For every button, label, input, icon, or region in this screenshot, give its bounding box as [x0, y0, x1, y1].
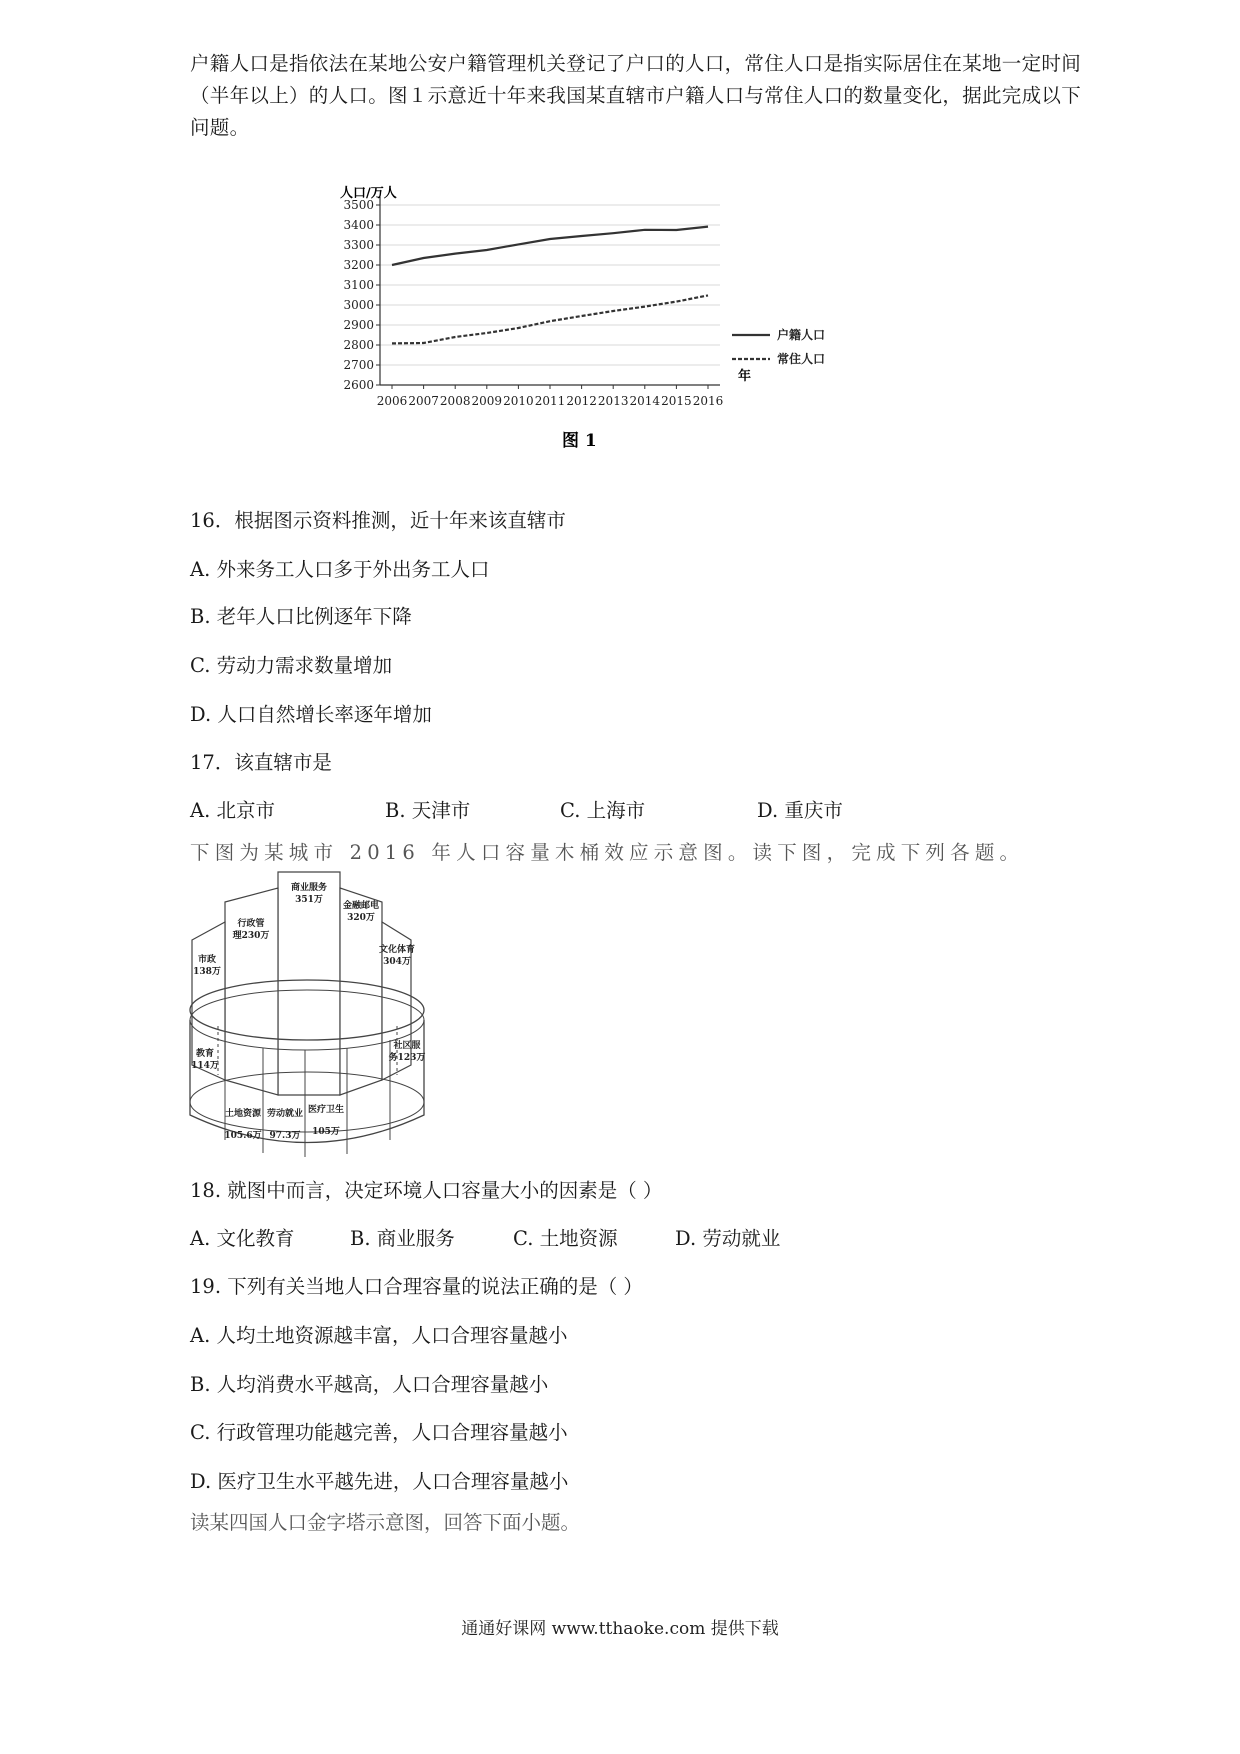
- q19-option-c: C. 行政管理功能越完善，人口合理容量越小: [190, 1421, 568, 1444]
- stave-label-name: 商业服务: [290, 883, 328, 893]
- x-tick-label: 2007: [408, 394, 439, 408]
- stave-label-name: 市政: [197, 955, 217, 965]
- chart-legend: [732, 327, 825, 366]
- y-tick-label: 3300: [343, 238, 374, 252]
- q18-option-d: D. 劳动就业: [675, 1227, 781, 1250]
- stave-label-value: 理230万: [232, 931, 270, 941]
- q17-option-a: A. 北京市: [190, 799, 275, 822]
- x-tick-label: 2014: [629, 394, 661, 408]
- chart-x-axis-label: 年: [738, 369, 752, 384]
- q19-option-a: A. 人均土地资源越丰富，人口合理容量越小: [190, 1324, 568, 1347]
- q19-stem: 19. 下列有关当地人口合理容量的说法正确的是（ ）: [190, 1275, 643, 1298]
- chart-x-tick-labels: [377, 394, 724, 408]
- x-tick-label: 2009: [471, 394, 503, 408]
- stave-label-value: 务123万: [388, 1053, 426, 1063]
- y-tick-label: 2900: [343, 318, 374, 332]
- stave-label-value: 97.3万: [269, 1131, 301, 1141]
- stave-label-value: 304万: [383, 957, 411, 967]
- y-tick-label: 3200: [343, 258, 374, 272]
- stave-label-name: 医疗卫生: [307, 1105, 345, 1115]
- y-tick-label: 3100: [343, 278, 374, 292]
- pyramid-intro: 读某四国人口金字塔示意图，回答下面小题。: [190, 1511, 581, 1534]
- q16-option-c: C. 劳动力需求数量增加: [190, 654, 393, 677]
- stave-label-value: 105.6万: [224, 1131, 262, 1141]
- q16-option-d: D. 人口自然增长率逐年增加: [190, 703, 432, 726]
- y-tick-label: 3400: [343, 218, 374, 232]
- q17-option-c: C. 上海市: [560, 799, 646, 822]
- stave-label-name: 教育: [195, 1049, 215, 1059]
- series-line-2: [392, 295, 708, 343]
- x-tick-label: 2015: [661, 394, 692, 408]
- x-tick-label: 2010: [503, 394, 534, 408]
- q19-option-b: B. 人均消费水平越高，人口合理容量越小: [190, 1373, 549, 1396]
- series-line-1: [392, 227, 708, 265]
- stave-label-name: 文化体育: [378, 945, 416, 955]
- y-tick-label: 2800: [343, 338, 374, 352]
- q18-option-c: C. 土地资源: [513, 1227, 618, 1250]
- y-tick-label: 2600: [343, 378, 374, 392]
- legend-label: 户籍人口: [777, 328, 826, 342]
- chart-y-tick-labels: [343, 198, 374, 392]
- barrel-effect-diagram: [185, 870, 435, 1170]
- q17-stem: 17．该直辖市是: [190, 751, 332, 774]
- x-tick-label: 2016: [692, 394, 724, 408]
- x-tick-label: 2008: [439, 394, 471, 408]
- q18-option-a: A. 文化教育: [190, 1227, 295, 1250]
- stave-label-value: 351万: [295, 895, 323, 905]
- legend-label: 常住人口: [777, 352, 826, 366]
- q17-option-b: B. 天津市: [385, 799, 471, 822]
- chart-title: 图 1: [562, 431, 597, 451]
- chart-grid: [380, 205, 720, 385]
- stave-label-value: 138万: [193, 967, 221, 977]
- stave-label-name: 社区服: [393, 1041, 421, 1051]
- stave-label-name: 金融邮电: [342, 901, 380, 911]
- page-footer: 通通好课网 www.tthaoke.com 提供下载: [461, 1619, 779, 1639]
- stave-label-name: 土地资源: [224, 1109, 262, 1119]
- stave-label-value: 320万: [347, 913, 375, 923]
- q18-stem: 18. 就图中而言，决定环境人口容量大小的因素是（ ）: [190, 1179, 663, 1202]
- chart-axes: [376, 197, 720, 389]
- stave-label-name: 劳动就业: [266, 1109, 304, 1119]
- barrel-intro: 下图为某城市 2016 年人口容量木桶效应示意图。读下图，完成下列各题。: [190, 841, 1025, 864]
- intro-paragraph: 户籍人口是指依法在某地公安户籍管理机关登记了户口的人口，常住人口是指实际居住在某地一定时间（半年以上）的人口。图１示意近十年来我国某直辖市户籍人口与常住人口的数量变化，据此完成以下问题。: [190, 52, 1082, 139]
- q19-option-d: D. 医疗卫生水平越先进，人口合理容量越小: [190, 1470, 569, 1493]
- x-tick-label: 2012: [566, 394, 597, 408]
- x-tick-label: 2013: [597, 394, 629, 408]
- q16-option-a: A. 外来务工人口多于外出务工人口: [190, 558, 490, 581]
- x-tick-label: 2006: [376, 394, 408, 408]
- stave-label-name: 行政管: [237, 919, 265, 929]
- q16-option-b: B. 老年人口比例逐年下降: [190, 605, 412, 628]
- q18-option-b: B. 商业服务: [350, 1227, 455, 1250]
- population-line-chart: [340, 185, 826, 475]
- x-tick-label: 2011: [534, 394, 566, 408]
- y-tick-label: 2700: [343, 358, 374, 372]
- q17-option-d: D. 重庆市: [757, 799, 843, 822]
- chart-y-axis-label: 人口/万人: [340, 186, 397, 201]
- stave-label-value: 114万: [191, 1061, 219, 1071]
- y-tick-label: 3500: [343, 198, 374, 212]
- y-tick-label: 3000: [343, 298, 374, 312]
- stave-shape: [278, 872, 340, 1095]
- q16-stem: 16．根据图示资料推测，近十年来该直辖市: [190, 509, 566, 532]
- stave-label-value: 105万: [312, 1127, 340, 1137]
